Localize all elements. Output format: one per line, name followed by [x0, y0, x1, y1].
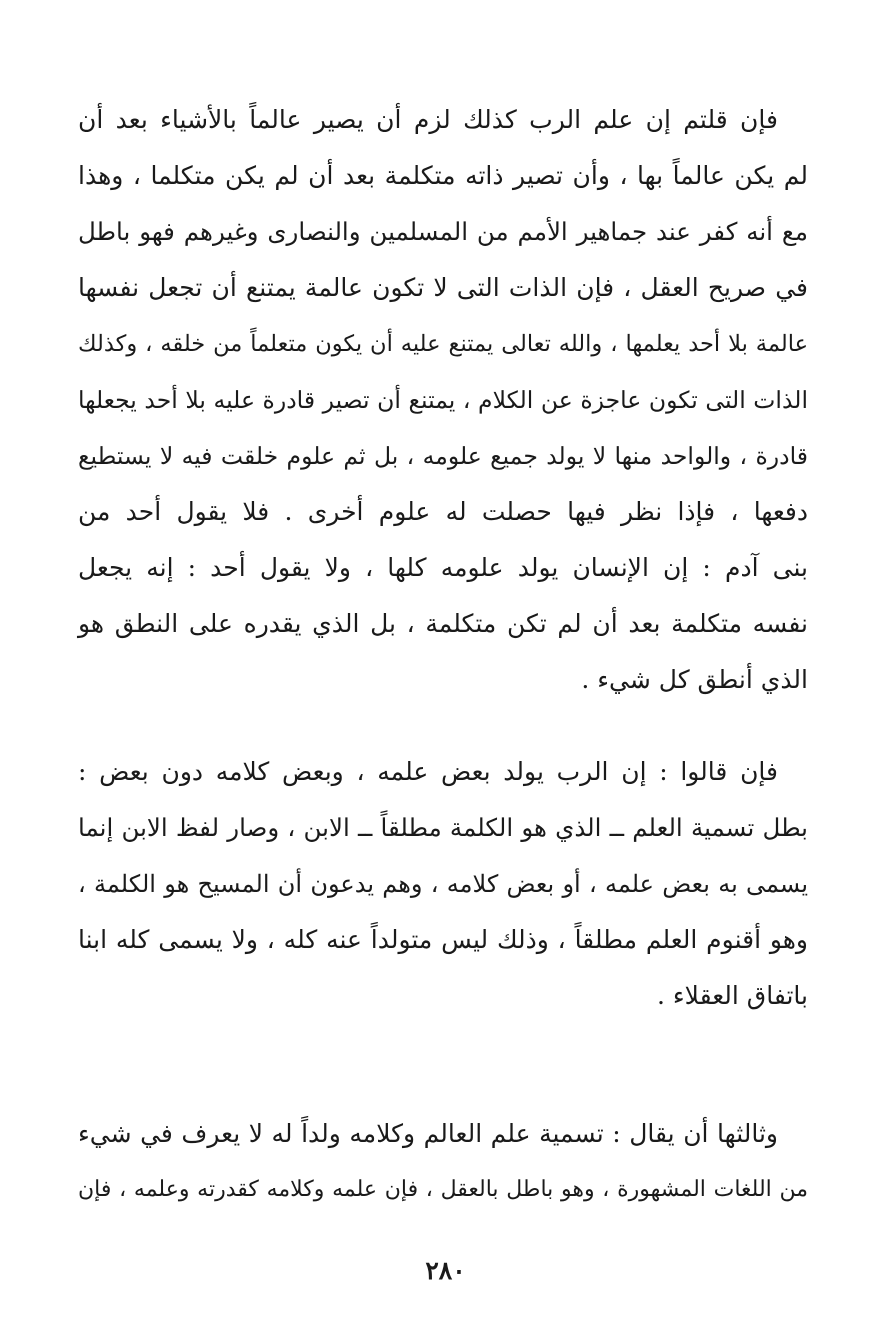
text-line: دفعها ، فإذا نظر فيها حصلت له علوم أخرى . فلا يقول أحد من: [78, 497, 808, 526]
text-line: من اللغات المشهورة ، وهو باطل بالعقل ، فإن علمه وكلامه كقدرته وعلمه ، فإن: [78, 1177, 808, 1202]
paragraph-1: [78, 92, 808, 708]
page-number: ٢٨٠: [425, 1256, 466, 1285]
text-line: الذي أنطق كل شيء .: [581, 665, 808, 694]
paragraph-2: [78, 744, 808, 1024]
text-line: بنى آدم : إن الإنسان يولد علومه كلها ، ولا يقول أحد : إنه يجعل: [78, 553, 808, 582]
text-line: فإن قالوا : إن الرب يولد بعض علمه ، وبعض كلامه دون بعض :: [78, 757, 778, 786]
text-line: وثالثها أن يقال : تسمية علم العالم وكلامه ولداً له لا يعرف في شيء: [78, 1119, 778, 1148]
text-line: لم يكن عالماً بها ، وأن تصير ذاته متكلمة بعد أن لم يكن متكلما ، وهذا: [78, 161, 808, 190]
text-line: فإن قلتم إن علم الرب كذلك لزم أن يصير عالماً بالأشياء بعد أن: [78, 105, 778, 134]
text-line: بطل تسمية العلم ــ الذي هو الكلمة مطلقاً ــ الابن ، وصار لفظ الابن إنما: [78, 813, 808, 842]
text-line: مع أنه كفر عند جماهير الأمم من المسلمين والنصارى وغيرهم فهو باطل: [78, 217, 808, 246]
text-line: نفسه متكلمة بعد أن لم تكن متكلمة ، بل الذي يقدره على النطق هو: [78, 609, 808, 638]
text-line: يسمى به بعض علمه ، أو بعض كلامه ، وهم يدعون أن المسيح هو الكلمة ،: [78, 870, 808, 898]
text-line: في صريح العقل ، فإن الذات التى لا تكون عالمة يمتنع أن تجعل نفسها: [78, 273, 808, 302]
paragraph-3: [78, 1106, 808, 1218]
text-line: قادرة ، والواحد منها لا يولد جميع علومه ، بل ثم علوم خلقت فيه لا يستطيع: [78, 442, 808, 470]
text-line: باتفاق العقلاء .: [657, 981, 808, 1010]
text-line: الذات التى تكون عاجزة عن الكلام ، يمتنع أن تصير قادرة عليه بلا أحد يجعلها: [78, 386, 808, 414]
text-line: عالمة بلا أحد يعلمها ، والله تعالى يمتنع عليه أن يكون متعلماً من خلقه ، وكذلك: [78, 331, 808, 357]
text-line: وهو أقنوم العلم مطلقاً ، وذلك ليس متولداً عنه كله ، ولا يسمى كله ابنا: [78, 925, 808, 954]
